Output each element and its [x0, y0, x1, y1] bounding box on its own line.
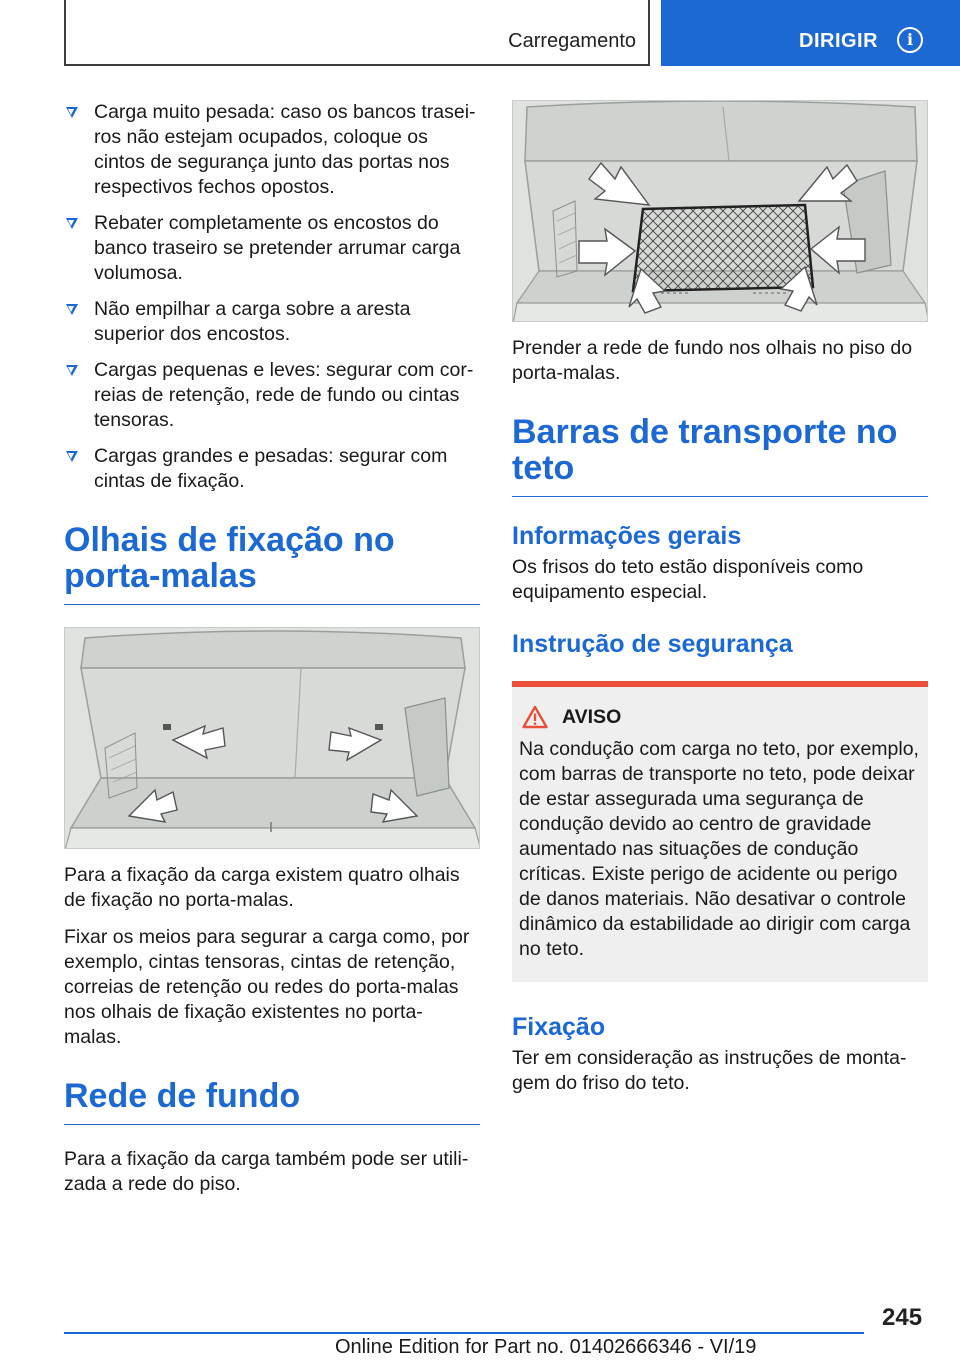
list-item: Rebater completamente os encostos do banco traseiro se pretender arrumar carga volumosa. [64, 211, 480, 286]
warning-body: Na condução com carga no teto, por exemplo, com barras de transporte no teto, pode deixar de estar assegurada uma segurança de condução devido ao centro de gravidade aumentado nas situações de condução críticas. Existe perigo de acidente ou perigo de danos materiais. Não desativar o controle dinâmico da estabilidade ao dirigir com carga no teto. [519, 738, 919, 960]
left-column [64, 100, 480, 1209]
right-column [512, 100, 928, 1108]
net-caption: Prender a rede de fundo nos olhais no piso do porta-malas. [512, 337, 913, 384]
header-chapter-title: DIRIGIR [799, 30, 879, 52]
net-paragraph: Para a fixação da carga também pode ser utilizada a rede do piso. [64, 1148, 469, 1195]
heading-roof-bars: Barras de transporte no teto [512, 414, 928, 497]
eyelets-paragraph-2: Fixar os meios para segurar a carga como, por exemplo, cintas tensoras, cintas de retenção, correias de retenção ou redes do porta-malas nos olhais de fixação existentes no porta-malas. [64, 926, 470, 1048]
triangle-bullet-icon [66, 365, 78, 376]
triangle-bullet-icon [66, 218, 78, 229]
header-chapter-tab[interactable] [661, 0, 960, 66]
footer-edition: Online Edition for Part no. 01402666346 - VI/19 [335, 1336, 757, 1358]
triangle-bullet-icon [66, 451, 78, 462]
heading-eyelets: Olhais de fixação no porta-malas [64, 522, 480, 605]
list-item: Não empilhar a carga sobre a aresta superior dos encostos. [64, 297, 480, 347]
footer-divider [64, 1332, 864, 1334]
warning-title: AVISO [562, 705, 622, 728]
fixing-paragraph: Ter em consideração as instruções de montagem do friso do teto. [512, 1047, 907, 1094]
list-item: Cargas pequenas e leves: segurar com correias de retenção, rede de fundo ou cintas tensoras. [64, 358, 480, 433]
page-number: 245 [882, 1304, 923, 1331]
triangle-bullet-icon [66, 304, 78, 315]
general-paragraph: Os frisos do teto estão disponíveis como equipamento especial. [512, 556, 864, 603]
warning-title-row [519, 705, 920, 729]
list-item: Cargas grandes e pesadas: segurar com cintas de fixação. [64, 444, 480, 494]
bullet-list [64, 100, 480, 494]
warning-triangle-icon [522, 705, 548, 729]
triangle-bullet-icon [66, 107, 78, 118]
header-section-title: Carregamento [508, 30, 636, 52]
warning-box [512, 681, 928, 982]
subheading-general-info: Informações gerais [512, 522, 742, 550]
header-section-box [64, 0, 650, 66]
subheading-fixing: Fixação [512, 1013, 606, 1041]
heading-net: Rede de fundo [64, 1078, 480, 1125]
eyelets-paragraph-1: Para a fixação da carga existem quatro olhais de fixação no porta-malas. [64, 864, 460, 911]
info-icon[interactable]: i [897, 27, 923, 53]
list-item: Carga muito pesada: caso os bancos traseiros não estejam ocupados, coloque os cintos de segurança junto das portas nos respectivos fechos opostos. [64, 100, 480, 200]
subheading-safety: Instrução de segurança [512, 630, 793, 658]
trunk-floor-net-illustration [512, 100, 928, 322]
trunk-eyelets-illustration [64, 627, 480, 849]
